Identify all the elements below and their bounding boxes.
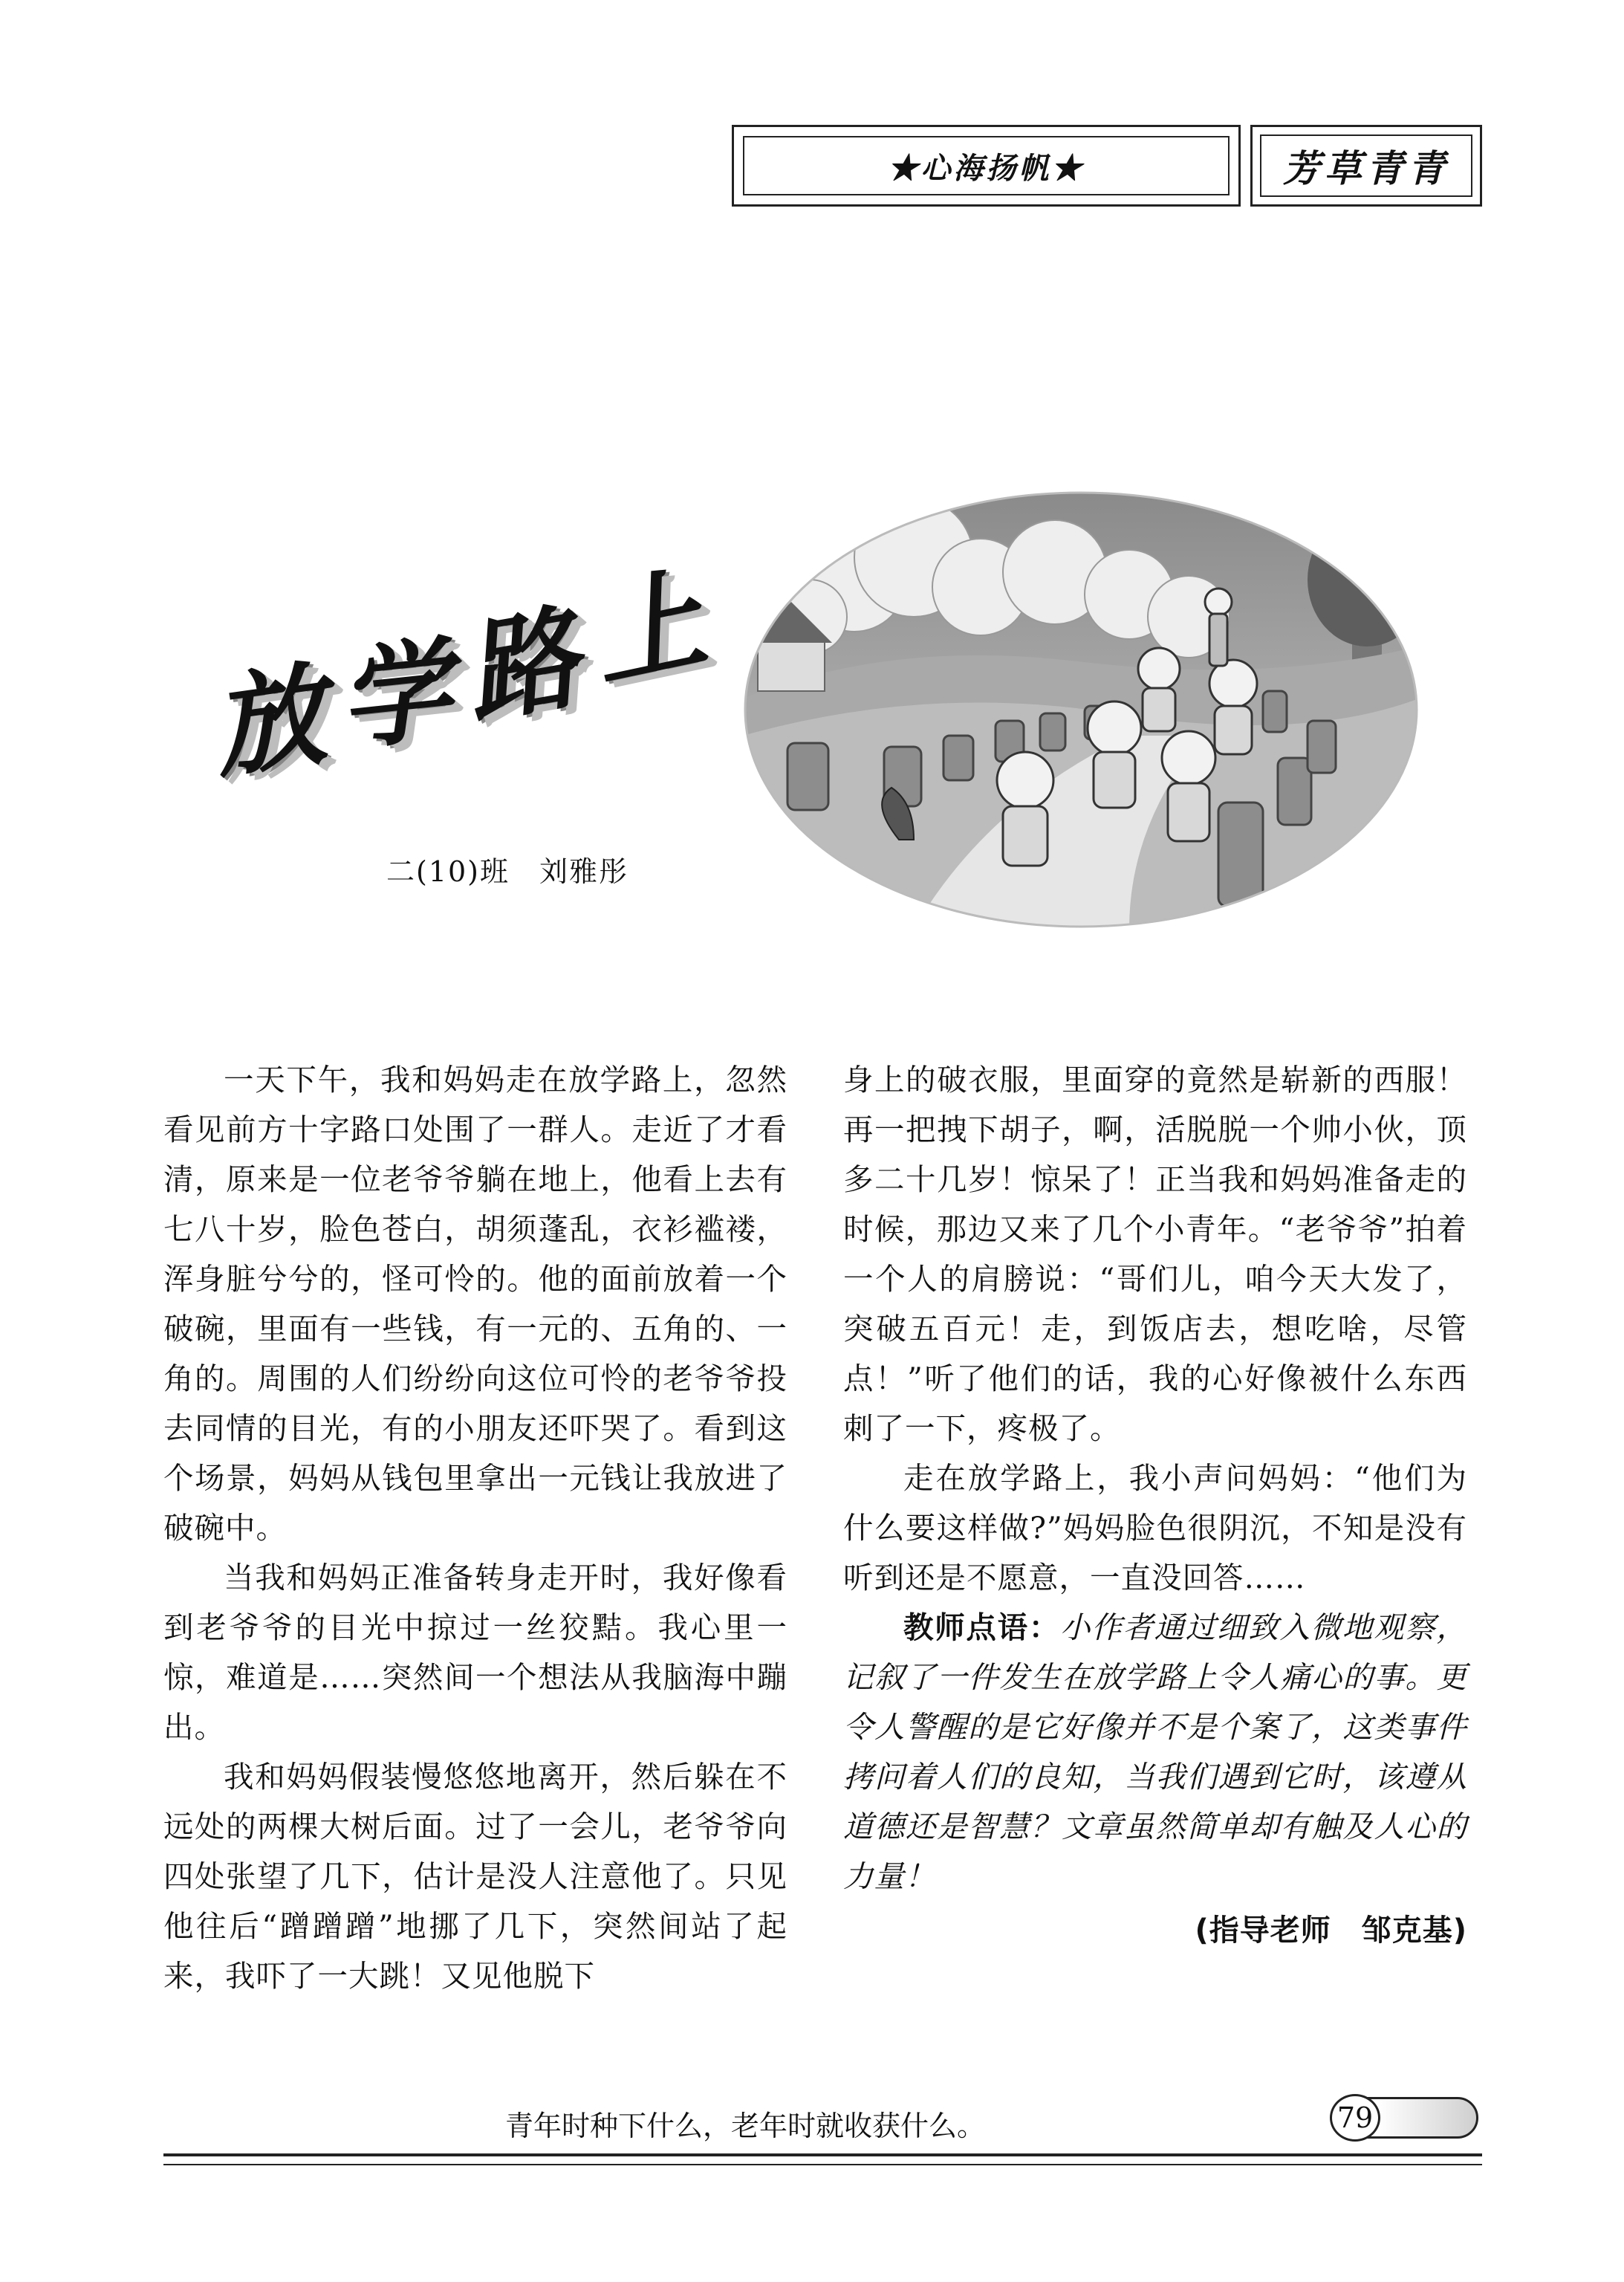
text-column-right [843,1055,1467,1956]
section-title: ★心海扬帆★ [743,136,1230,195]
title-char-1: 放 [204,649,334,794]
paragraph: 一天下午，我和妈妈走在放学路上，忽然看见前方十字路口处围了一群人。走近了才看清，原来是一位老爷爷躺在地上，他看上去有七八十岁，脸色苍白，胡须蓬乱，衣衫褴褛，浑身脏兮兮的，怪可怜的。他的面前放着一个破碗，里面有一些钱，有一元的、五角的、一角的。周围的人们纷纷向这位可怜的老爷爷投去同情的目光，有的小朋友还吓哭了。看到这个场景，妈妈从钱包里拿出一元钱让我放进了破碗中。 [163,1062,787,1546]
column-title: 芳草青青 [1260,134,1472,197]
title-char-4: 上 [580,553,717,704]
illustration [743,490,1419,929]
comment-text: 小作者通过细致入微地观察，记叙了一件发生在放学路上令人痛心的事。更令人警醒的是它好像并不是个案了，这类事件拷问着人们的良知，当我们遇到它时，该遵从道德还是智慧？文章虽然简单却有触及人心的力量！ [843,1610,1468,1894]
page-number: 79 [1330,2094,1380,2142]
footer-rule-thin [163,2164,1482,2165]
section-banner [732,125,1241,207]
title-char-2: 学 [332,624,458,767]
title-char-3: 路 [455,591,588,740]
paragraph: 我和妈妈假装慢悠悠地离开，然后躲在不远处的两棵大树后面。过了一会儿，老爷爷向四处张望了几下，估计是没人注意他了。只见他往后“蹭蹭蹭”地挪了几下，突然间站了起来，我吓了一大跳！又见他脱下 [163,1759,787,1994]
text-column-left [163,1055,787,2001]
teacher-credit: (指导老师 邹克基) [1195,1913,1467,1948]
footer-motto: 青年时种下什么，老年时就收获什么。 [505,2110,986,2142]
byline: 二(10)班 刘雅彤 [386,855,629,888]
paragraph: 当我和妈妈正准备转身走开时，我好像看到老爷爷的目光中掠过一丝狡黠。我心里一惊，难道是……突然间一个想法从我脑海中蹦出。 [163,1560,787,1745]
article-title [204,535,732,794]
paragraph: 走在放学路上，我小声问妈妈：“他们为什么要这样做?”妈妈脸色很阴沉，不知是没有听到还是不愿意，一直没回答…… [843,1460,1467,1595]
column-banner [1250,125,1482,207]
footer-rule [163,2153,1482,2156]
comment-label: 教师点语： [903,1610,1061,1645]
teacher-comment [843,1603,1467,1902]
page-header [732,125,1482,207]
paragraph-continuation: 身上的破衣服，里面穿的竟然是崭新的西服！再一把拽下胡子，啊，活脱脱一个帅小伙，顶多二十几岁！惊呆了！正当我和妈妈准备走的时候，那边又来了几个小青年。“老爷爷”拍着一个人的肩膀说：“哥们儿，咱今天大发了，突破五百元！走，到饭店去，想吃啥，尽管点！”听了他们的话，我的心好像被什么东西刺了一下，疼极了。 [843,1062,1467,1446]
